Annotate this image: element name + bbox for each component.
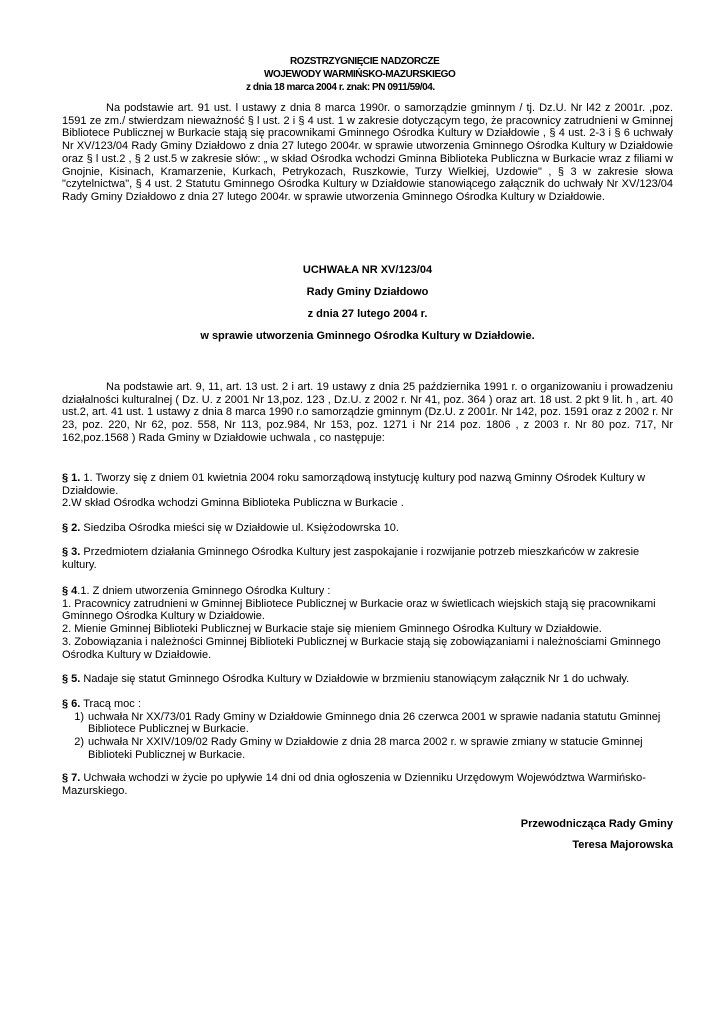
header-issuer: WOJEWODY WARMIŃSKO-MAZURSKIEGO [264,69,456,80]
header-title: ROZSTRZYGNIĘCIE NADZORCZE [290,56,440,67]
signature-role: Przewodnicząca Rady Gminy [520,818,673,830]
resolution-subject: w sprawie utworzenia Gminnego Ośrodka Kultury w Działdowie. [200,330,535,342]
section-4-point-1: 1. Pracownicy zatrudnieni w Gminnej Bibliotece Publicznej w Burkacie oraz w świetlicach wiejskich stają się pracownikami Gminnego Ośrodka Kultury w Działdowie. [62,597,656,623]
section-4 [62,585,673,661]
section-2-mark: § 2. [62,522,81,534]
section-7-mark: § 7. [62,772,81,784]
list-item-number: 2) [74,736,84,749]
section-5 [62,673,673,686]
section-5-text: Nadaje się statut Gminnego Ośrodka Kultury w Działdowie w brzmieniu stanowiącym załącznik Nr 1 do uchwały. [80,673,630,685]
section-3-text: Przedmiotem działania Gminnego Ośrodka Kultury jest zaspokajanie i rozwijanie potrzeb mieszkańców w zakresie kultury. [62,546,640,571]
section-7 [62,772,673,797]
section-1 [62,472,673,510]
legal-basis-paragraph: Na podstawie art. 9, 11, art. 13 ust. 2 i art. 19 ustawy z dnia 25 października 1991 r. o organizowaniu i prowadzeniu działalności kulturalnej ( Dz. U. z 2001 Nr 13,poz. 123 , Dz.U. z 2002 r. Nr 41, poz. 364 ) oraz art. 18 ust. 2 pkt 9 lit. h , art. 40 ust.2, art. 41 ust. 1 ustawy z dnia 8 marca 1990 r.o samorządzie gminnym (Dz.U. z 2001r. Nr 142, poz. 1591 oraz z 2002 r. Nr 23, poz. 220, Nr 62, poz. 558, Nr 113, poz.984, Nr 153, poz. 1271 i Nr 214 poz. 1806 , z 2003 r. Nr 80 poz. 717, Nr 162,poz.1568 ) Rada Gminy w Działdowie uchwala , co następuje: [62,381,673,444]
section-3-mark: § 3. [62,546,81,558]
section-6-text: Tracą moc : [80,698,141,710]
section-6-mark: § 6. [62,698,81,710]
section-1-line2: 2.W skład Ośrodka wchodzi Gminna Biblioteka Publiczna w Burkacie . [62,497,404,510]
section-4-point-2: 2. Mienie Gminnej Biblioteki Publicznej w Burkacie staje się mieniem Gminnego Ośrodka Kultury w Działdowie. [62,623,602,636]
list-item [62,736,673,761]
list-item [62,711,673,736]
section-6 [62,698,673,762]
signature-name: Teresa Majorowska [572,839,673,851]
section-1-text: 1. Tworzy się z dniem 01 kwietnia 2004 roku samorządową instytucję kultury pod nazwą Gminny Ośrodek Kultury w Działdowie. [62,472,646,497]
list-item-text: uchwała Nr XXIV/109/02 Rady Gminy w Działdowie z dnia 28 marca 2002 r. w sprawie zmiany w statucie Gminnej Biblioteki Publicznej w Burkacie. [88,736,643,761]
section-1-mark: § 1. [62,472,81,484]
section-4-text: .1. Z dniem utworzenia Gminnego Ośrodka Kultury : [77,585,331,597]
section-4-point-3: 3. Zobowiązania i należności Gminnej Biblioteki Publicznej w Burkacie stają się zobowiązaniami i należnościami Gminnego Ośrodka Kultury w Działdowie. [62,635,661,661]
document-header [230,55,455,94]
resolution-body: Rady Gminy Działdowo [306,286,429,298]
section-7-text: Uchwała wchodzi w życie po upływie 14 dni od dnia ogłoszenia w Dzienniku Urzędowym Województwa Warmińsko-Mazurskiego. [62,772,646,797]
section-3 [62,546,673,571]
section-4-mark: § 4 [62,585,78,597]
header-date-reference: z dnia 18 marca 2004 r. znak: PN 0911/59/04. [246,82,435,93]
section-5-mark: § 5. [62,673,81,685]
resolution-date: z dnia 27 lutego 2004 r. [307,308,428,320]
section-2 [62,522,673,535]
resolution-title: UCHWAŁA NR XV/123/04 [302,264,433,276]
list-item-text: uchwała Nr XX/73/01 Rady Gminy w Działdowie Gminnego dnia 26 czerwca 2001 w sprawie nadania statutu Gminnej Bibliotece Publicznej w Burkacie. [88,710,661,736]
intro-paragraph: Na podstawie art. 91 ust. l ustawy z dnia 8 marca 1990r. o samorządzie gminnym / tj. Dz.U. Nr l42 z 2001r. ,poz. 1591 ze zm./ stwierdzam nieważność § l ust. 2 i § 4 ust. 1 w zakresie dotyczącym tego, że pracownicy zatrudnieni w Gminnej Bibliotece Publicznej w Burkacie stają się pracownikami Gminnego Ośrodka Kultury w Działdowie , § 4 ust. 2-3 i § 6 uchwały Nr XV/123/04 Rady Gminy Działdowo z dnia 27 lutego 2004r. w sprawie utworzenia Gminnego Ośrodka Kultury w Działdowie oraz § l ust.2 , § 2 ust.5 w zakresie słów: „ w skład Ośrodka wchodzi Gminna Biblioteka Publiczna w Burkacie wraz z filiami w Gnojnie, Kisinach, Kramarzenie, Kurkach, Petrykozach, Ruszkowie, Turzy Wielkiej, Uzdowie" , § 3 w zakresie słowa "czytelnictwa", § 4 ust. 2 Statutu Gminnego Ośrodka Kultury w Działdowie stanowiącego załącznik do uchwały Nr XV/123/04 Rady Gminy Działdowo z dnia 27 lutego 2004r. w sprawie utworzenia Gminnego Ośrodka Kultury w Działdowie. [62,102,673,203]
list-item-number: 1) [74,710,84,723]
section-2-text: Siedziba Ośrodka mieści się w Działdowie ul. Księżodowrska 10. [80,522,399,534]
